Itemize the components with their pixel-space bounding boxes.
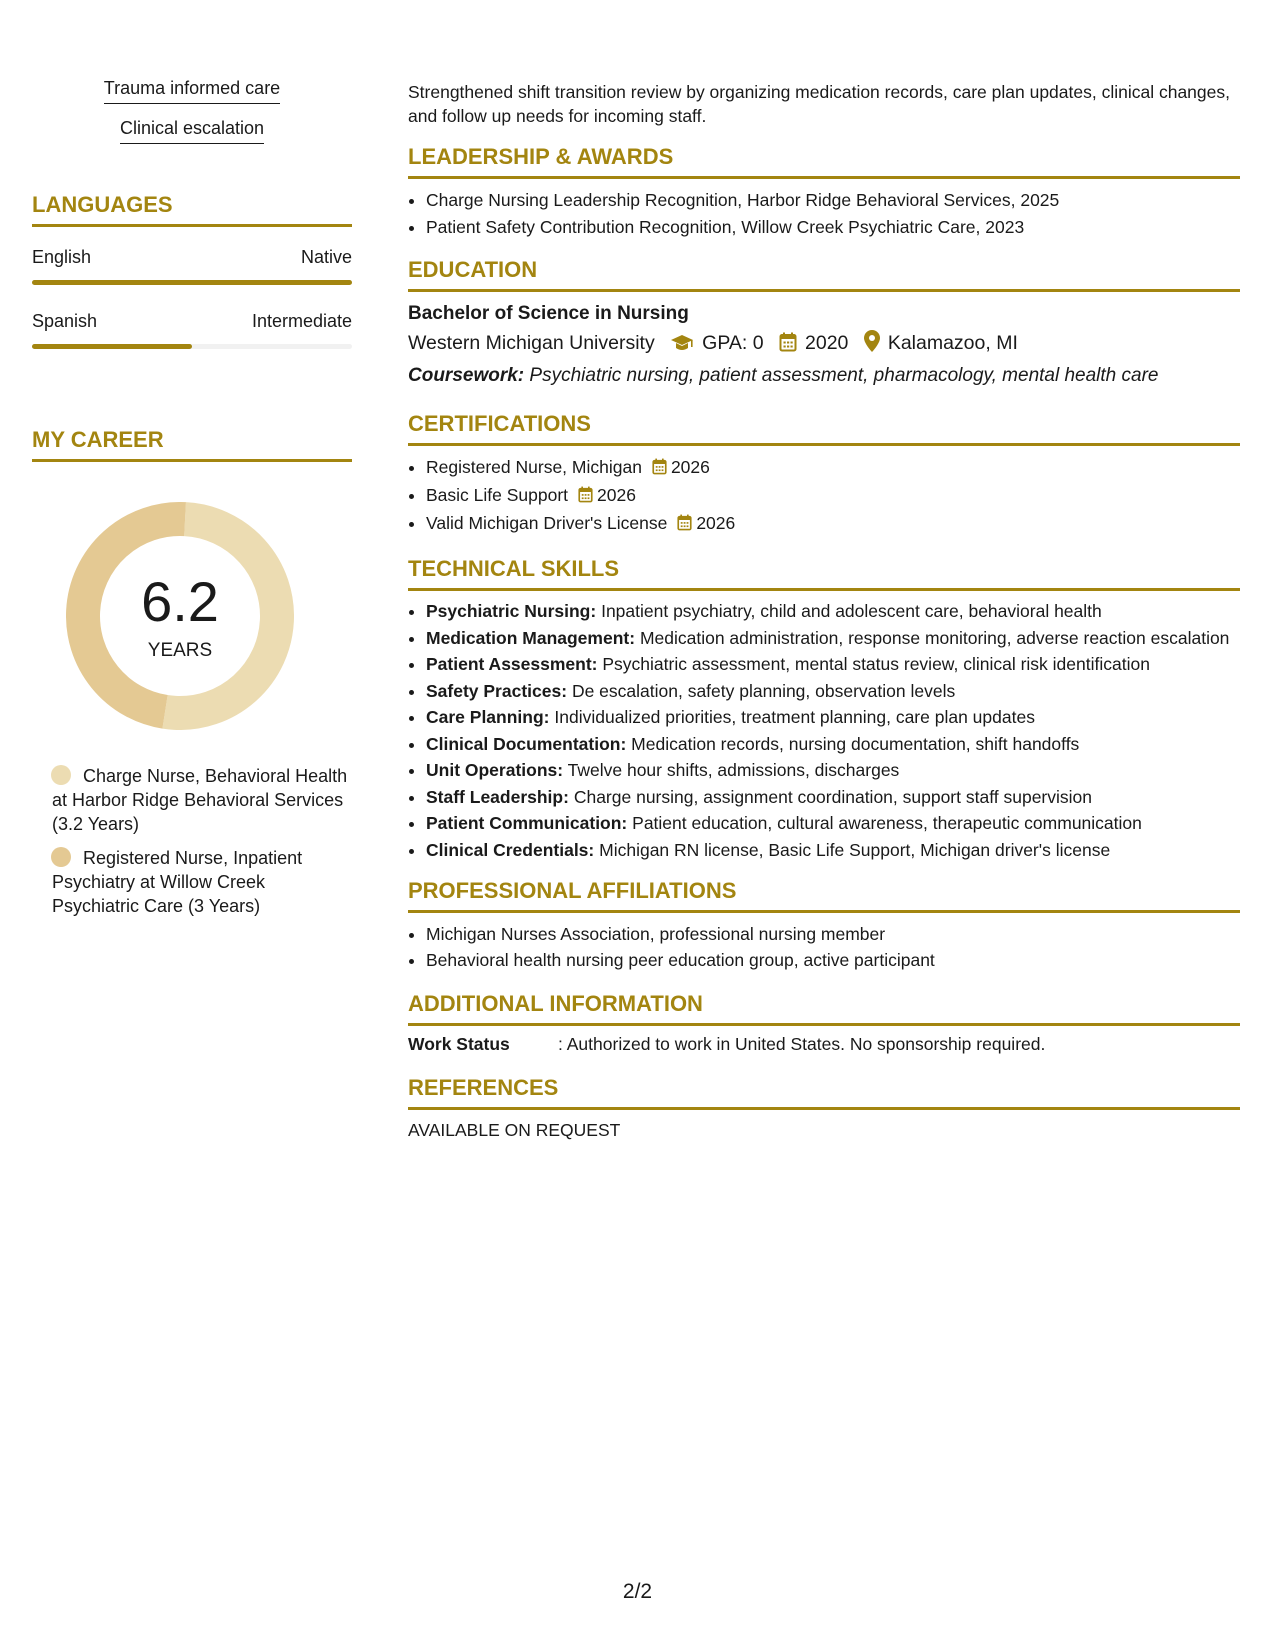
section-heading-certifications: CERTIFICATIONS — [408, 411, 1240, 446]
skill-text: Charge nursing, assignment coordination, support staff supervision — [573, 786, 1092, 807]
language-item — [32, 247, 352, 285]
skill-item — [426, 785, 1240, 809]
skill-text: Medication records, nursing documentation, shift handoffs — [631, 733, 1080, 754]
calendar-icon — [677, 512, 692, 538]
skill-label: Patient Assessment: — [426, 654, 598, 674]
language-name: Spanish — [32, 311, 98, 331]
section-heading-additional-information: ADDITIONAL INFORMATION — [408, 991, 1240, 1026]
coursework-text: Psychiatric nursing, patient assessment, pharmacology, mental health care — [529, 365, 1159, 386]
skill-label: Psychiatric Nursing: — [426, 601, 597, 621]
certification-year: 2026 — [696, 513, 736, 533]
main-content — [408, 80, 1240, 1142]
education-details — [408, 328, 1240, 361]
calendar-icon — [578, 484, 593, 510]
map-pin-icon — [864, 330, 880, 361]
career-total-years: 6.2 — [141, 570, 219, 633]
certification-item — [426, 482, 1240, 510]
section-heading-education: EDUCATION — [408, 257, 1240, 292]
skill-text: Patient education, cultural awareness, therapeutic communication — [632, 813, 1142, 833]
language-item — [32, 311, 352, 349]
references-text: AVAILABLE ON REQUEST — [408, 1119, 621, 1140]
skill-text: Michigan RN license, Basic Life Support, Michigan driver's license — [599, 839, 1111, 860]
skill-label: Unit Operations: — [426, 760, 564, 780]
experience-bullet-text: Strengthened shift transition review by organizing medication records, care plan updates, clinical changes, and follow up needs for incoming staff. — [408, 82, 1230, 126]
calendar-icon — [652, 456, 667, 482]
section-heading-leadership: LEADERSHIP & AWARDS — [408, 144, 1240, 179]
certification-item — [426, 510, 1240, 538]
technical-skills-list — [408, 599, 1240, 862]
career-role — [32, 764, 352, 836]
skill-item — [426, 652, 1240, 676]
affiliations-list — [408, 921, 1240, 973]
work-status-value: : Authorized to work in United States. No sponsorship required. — [558, 1033, 1046, 1054]
coursework-label: Coursework: — [408, 365, 525, 386]
school-location: Kalamazoo, MI — [887, 332, 1018, 354]
skill-label: Safety Practices: — [426, 680, 568, 701]
skill-tag: Trauma informed care — [104, 78, 280, 104]
certification-name: Valid Michigan Driver's License — [426, 513, 668, 533]
career-donut-chart — [66, 502, 294, 730]
certification-name: Basic Life Support — [426, 485, 569, 505]
page-number: 2/2 — [622, 1580, 653, 1603]
work-status — [408, 1034, 1240, 1055]
skill-item — [426, 626, 1240, 650]
skill-label: Clinical Credentials: — [426, 839, 595, 860]
degree-title: Bachelor of Science in Nursing — [408, 303, 689, 324]
graduation-cap-icon — [670, 331, 694, 361]
section-heading-references: REFERENCES — [408, 1075, 1240, 1110]
certification-name: Registered Nurse, Michigan — [426, 457, 642, 477]
section-heading-technical-skills: TECHNICAL SKILLS — [408, 556, 1240, 591]
skill-text: Inpatient psychiatry, child and adolescent care, behavioral health — [601, 601, 1102, 621]
skill-tag: Clinical escalation — [120, 118, 264, 144]
legend-dot — [51, 847, 71, 867]
certification-year: 2026 — [670, 457, 710, 477]
skill-item — [426, 811, 1240, 835]
skill-label: Patient Communication: — [426, 813, 628, 833]
certifications-list — [408, 454, 1240, 538]
language-level: Native — [300, 247, 352, 267]
list-item: • Charge Nursing Leadership Recognition, Harbor Ridge Behavioral Services, 2025 — [426, 187, 1240, 214]
sidebar — [32, 78, 352, 928]
certification-year: 2026 — [597, 485, 636, 505]
graduation-year: 2020 — [805, 332, 849, 354]
skill-item — [426, 732, 1240, 756]
career-years-unit: YEARS — [147, 640, 213, 661]
career-role-text: Charge Nurse, Behavioral Health at Harbor Ridge Behavioral Services (3.2 Years) — [52, 766, 348, 834]
calendar-icon — [779, 331, 797, 361]
skill-text: Twelve hour shifts, admissions, discharges — [567, 760, 900, 780]
language-bar-fill — [32, 344, 192, 349]
skill-text: Psychiatric assessment, mental status review, clinical risk identification — [602, 654, 1150, 674]
list-item: • Michigan Nurses Association, professional nursing member — [426, 921, 1240, 947]
language-bar-fill — [32, 280, 352, 285]
skill-item — [426, 838, 1240, 862]
certification-item — [426, 454, 1240, 482]
skill-text: Medication administration, response monitoring, adverse reaction escalation — [639, 627, 1230, 648]
language-level: Intermediate — [251, 311, 352, 331]
leadership-list — [408, 187, 1240, 241]
skill-label: Staff Leadership: — [426, 786, 569, 807]
work-status-label: Work Status — [408, 1033, 510, 1054]
skill-label: Care Planning: — [426, 707, 550, 727]
legend-dot — [51, 765, 71, 785]
career-role-text: Registered Nurse, Inpatient Psychiatry at Willow Creek Psychiatric Care (3 Years) — [52, 848, 303, 916]
language-bar — [32, 344, 352, 349]
school-name: Western Michigan University — [408, 332, 655, 354]
coursework — [408, 361, 1240, 391]
skill-label: Medication Management: — [426, 627, 636, 648]
gpa: GPA: 0 — [702, 332, 764, 354]
language-name: English — [32, 247, 92, 267]
list-item: • Behavioral health nursing peer education group, active participant — [426, 947, 1240, 973]
career-role — [32, 846, 352, 918]
skill-label: Clinical Documentation: — [426, 733, 627, 754]
section-heading-affiliations: PROFESSIONAL AFFILIATIONS — [408, 878, 1240, 913]
language-bar — [32, 280, 352, 285]
skill-text: De escalation, safety planning, observation levels — [571, 680, 956, 701]
skill-item — [426, 705, 1240, 729]
skill-item — [426, 679, 1240, 703]
skill-item — [426, 758, 1240, 782]
skill-text: Individualized priorities, treatment planning, care plan updates — [554, 707, 1035, 727]
languages-heading: LANGUAGES — [32, 192, 352, 227]
list-item: • Patient Safety Contribution Recognition, Willow Creek Psychiatric Care, 2023 — [426, 214, 1240, 241]
career-heading: MY CAREER — [32, 427, 352, 462]
skill-item — [426, 599, 1240, 623]
